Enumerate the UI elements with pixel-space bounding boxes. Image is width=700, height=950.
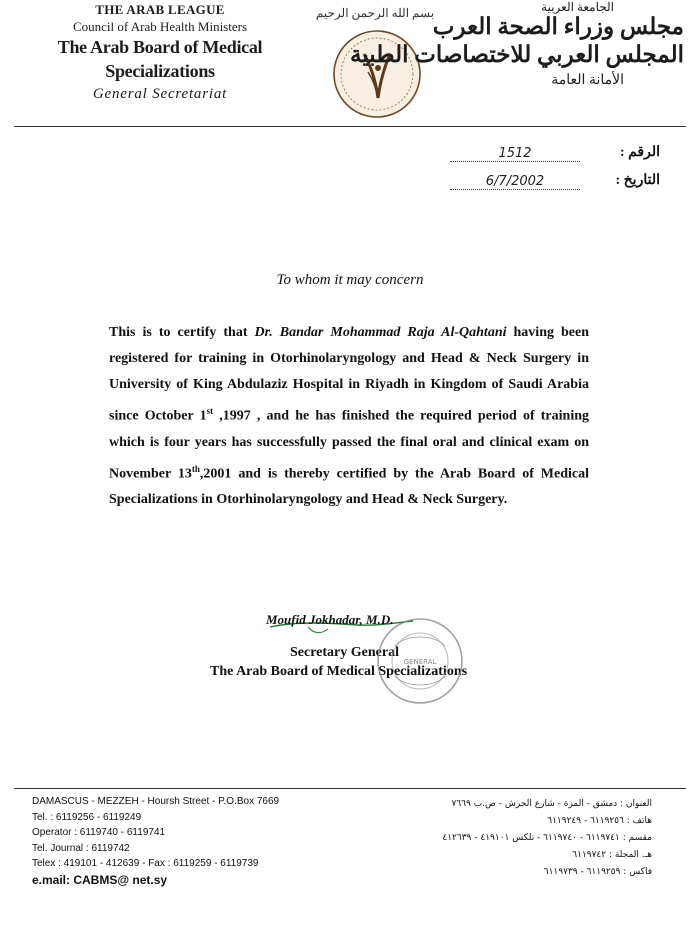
footer-divider (14, 788, 686, 789)
reference-number-label: الرقم : (619, 145, 660, 160)
ordinal-suffix-2: th (191, 463, 200, 474)
signatory-name: Moufid Jokhadar, M.D. (266, 612, 394, 627)
header-divider (14, 126, 686, 127)
reference-number (430, 144, 660, 164)
official-stamp (375, 616, 465, 706)
ordinal-suffix-1: st (206, 406, 214, 416)
footer-operator: Operator : 6119740 - 6119741 (32, 827, 166, 838)
footer-fax-ar: فاكس : ٦١١٩٢٥٩ - ٦١١٩٧٣٩ (543, 867, 652, 877)
letter-body (109, 320, 589, 513)
body-intro: This is to certify that (109, 325, 255, 340)
org-board-ar: المجلس العربي للاختصاصات الطبية (350, 42, 684, 67)
org-league: THE ARAB LEAGUE (95, 2, 225, 17)
body-part-b: ,1997 , and he has finished the required period of training which is four years has successfully passed the final oral and clinical exam on November 13 (109, 408, 589, 482)
letterhead-english (20, 2, 300, 105)
footer-address-ar: العنوان : دمشق - المزة - شارع الحرش - ص.ب ٧٦٦٩ (451, 799, 652, 809)
footer-contact-arabic (352, 796, 652, 881)
org-secretariat-ar: الأمانة العامة (551, 73, 624, 88)
org-league-ar: الجامعة العربية (541, 0, 614, 14)
reference-number-value: 1512 (450, 146, 580, 162)
org-council-ar: مجلس وزراء الصحة العرب (432, 14, 684, 39)
footer-journal-ar: هـ. المجلة : ٦١١٩٧٤٢ (572, 850, 652, 860)
signatory-title: Secretary General (290, 645, 399, 660)
footer-phone-ar: هاتف : ٦١١٩٢٥٦ - ٦١١٩٢٤٩ (547, 816, 652, 826)
footer-email: e.mail: CABMS@ net.sy (32, 872, 168, 887)
reference-date-value: 6/7/2002 (450, 174, 580, 190)
org-council: Council of Arab Health Ministers (72, 19, 248, 34)
body-part-a: having been registered for training in Otorhinolaryngology and Head & Neck Surgery in University of King Abdulaziz Hospital in Riyadh in Kingdom of Saudi Arabia since October 1 (109, 325, 589, 424)
svg-text:GENERAL: GENERAL (403, 658, 437, 666)
basmala: بسم الله الرحمن الرحيم (315, 6, 435, 20)
reference-date (430, 172, 660, 192)
body-part-c: ,2001 and is thereby certified by the Arab Board of Medical Specializations in Otorhinolaryngology and Head & Neck Surgery. (109, 466, 589, 508)
org-board: The Arab Board of Medical Specializations (57, 37, 263, 81)
footer-operator-ar: مقسم : ٦١١٩٧٤١ - ٦١١٩٧٤٠ - تلكس ٤١٩١٠١ - ٤١٢٦٣٩ (442, 833, 652, 843)
footer-journal: Tel. Journal : 6119742 (32, 842, 130, 854)
reference-date-label: التاريخ : (615, 173, 660, 188)
footer-tel: Tel. : 6119256 - 6119249 (32, 811, 142, 823)
doctor-name: Dr. Bandar Mohammad Raja Al-Qahtani (254, 325, 507, 340)
footer-telex-fax: Telex : 419101 - 412639 - Fax : 6119259 - 6119739 (32, 858, 259, 869)
org-secretariat: General Secretariat (92, 86, 228, 102)
letter-title: To whom it may concern (276, 272, 424, 288)
footer-address: DAMASCUS - MEZZEH - Hoursh Street - P.O.Box 7669 (32, 796, 280, 807)
signatory-organization: The Arab Board of Medical Specializations (210, 664, 468, 679)
footer-contact-english (32, 794, 279, 888)
